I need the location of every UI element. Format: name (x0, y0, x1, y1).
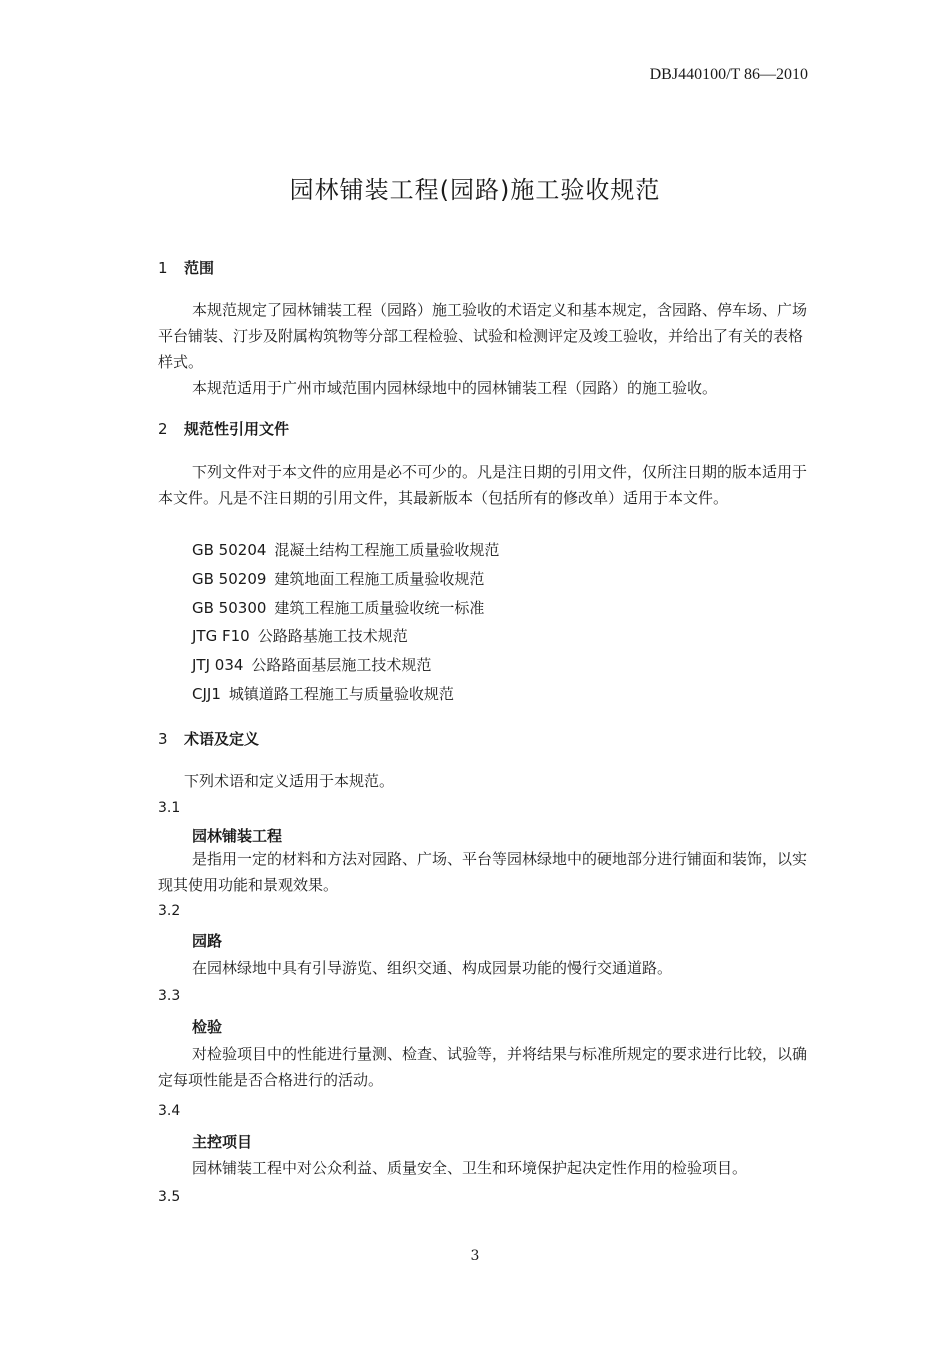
section-title: 规范性引用文件 (184, 420, 290, 438)
reference-name: 建筑地面工程施工质量验收规范 (274, 570, 485, 588)
section-number: 2 (158, 420, 168, 438)
paragraph: 本规范适用于广州市域范围内园林绿地中的园林铺装工程（园路）的施工验收。 (192, 379, 718, 397)
section-number: 1 (158, 259, 168, 277)
reference-item (192, 683, 454, 704)
reference-name: 城镇道路工程施工与质量验收规范 (228, 685, 454, 703)
reference-item (192, 625, 408, 646)
reference-code: GB 50300 (192, 599, 267, 617)
term-definition: 是指用一定的材料和方法对园路、广场、平台等园林绿地中的硬地部分进行铺面和装饰，以实现其使用功能和景观效果。 (158, 850, 808, 894)
reference-item (192, 539, 499, 560)
reference-name: 公路路面基层施工技术规范 (251, 656, 432, 674)
section-number: 3 (158, 730, 168, 748)
term-definition: 园林铺装工程中对公众利益、质量安全、卫生和环境保护起决定性作用的检验项目。 (192, 1159, 748, 1177)
term-title: 主控项目 (192, 1133, 253, 1151)
reference-item (192, 597, 484, 618)
reference-item (192, 654, 431, 675)
page-title: 园林铺装工程(园路)施工验收规范 (289, 176, 661, 204)
document-code: DBJ440100/T 86—2010 (649, 66, 808, 83)
reference-name: 混凝土结构工程施工质量验收规范 (274, 541, 500, 559)
section-title: 术语及定义 (184, 730, 260, 748)
section-heading-3 (158, 728, 259, 749)
section-1-body (158, 297, 808, 401)
clause-number: 3.4 (158, 1103, 181, 1119)
term-title: 园林铺装工程 (192, 827, 283, 845)
reference-name: 建筑工程施工质量验收统一标准 (274, 599, 485, 617)
page-number: 3 (470, 1248, 480, 1264)
reference-code: GB 50209 (192, 570, 267, 588)
term-title: 检验 (192, 1018, 223, 1036)
clause-number: 3.2 (158, 903, 181, 919)
reference-code: JTJ 034 (192, 656, 244, 674)
term-definition: 在园林绿地中具有引导游览、组织交通、构成园景功能的慢行交通道路。 (192, 959, 673, 977)
reference-code: GB 50204 (192, 541, 267, 559)
paragraph: 本规范规定了园林铺装工程（园路）施工验收的术语定义和基本规定，含园路、停车场、广场平台铺装、汀步及附属构筑物等分部工程检验、试验和检测评定及竣工验收，并给出了有关的表格样式。 (158, 301, 808, 371)
section-2-body (158, 459, 808, 511)
reference-name: 公路路基施工技术规范 (257, 627, 408, 645)
reference-code: JTG F10 (192, 627, 250, 645)
section-title: 范围 (184, 259, 215, 277)
term-definition: 对检验项目中的性能进行量测、检查、试验等，并将结果与标准所规定的要求进行比较，以确定每项性能是否合格进行的活动。 (158, 1045, 808, 1089)
reference-code: CJJ1 (192, 685, 221, 703)
reference-item (192, 568, 484, 589)
section-heading-2 (158, 418, 289, 439)
clause-number: 3.3 (158, 988, 181, 1004)
clause-number: 3.1 (158, 800, 181, 816)
section-3-intro: 下列术语和定义适用于本规范。 (184, 772, 395, 790)
section-heading-1 (158, 257, 214, 278)
clause-number: 3.5 (158, 1189, 181, 1205)
term-title: 园路 (192, 932, 223, 950)
paragraph: 下列文件对于本文件的应用是必不可少的。凡是注日期的引用文件，仅所注日期的版本适用于本文件。凡是不注日期的引用文件，其最新版本（包括所有的修改单）适用于本文件。 (158, 463, 808, 507)
